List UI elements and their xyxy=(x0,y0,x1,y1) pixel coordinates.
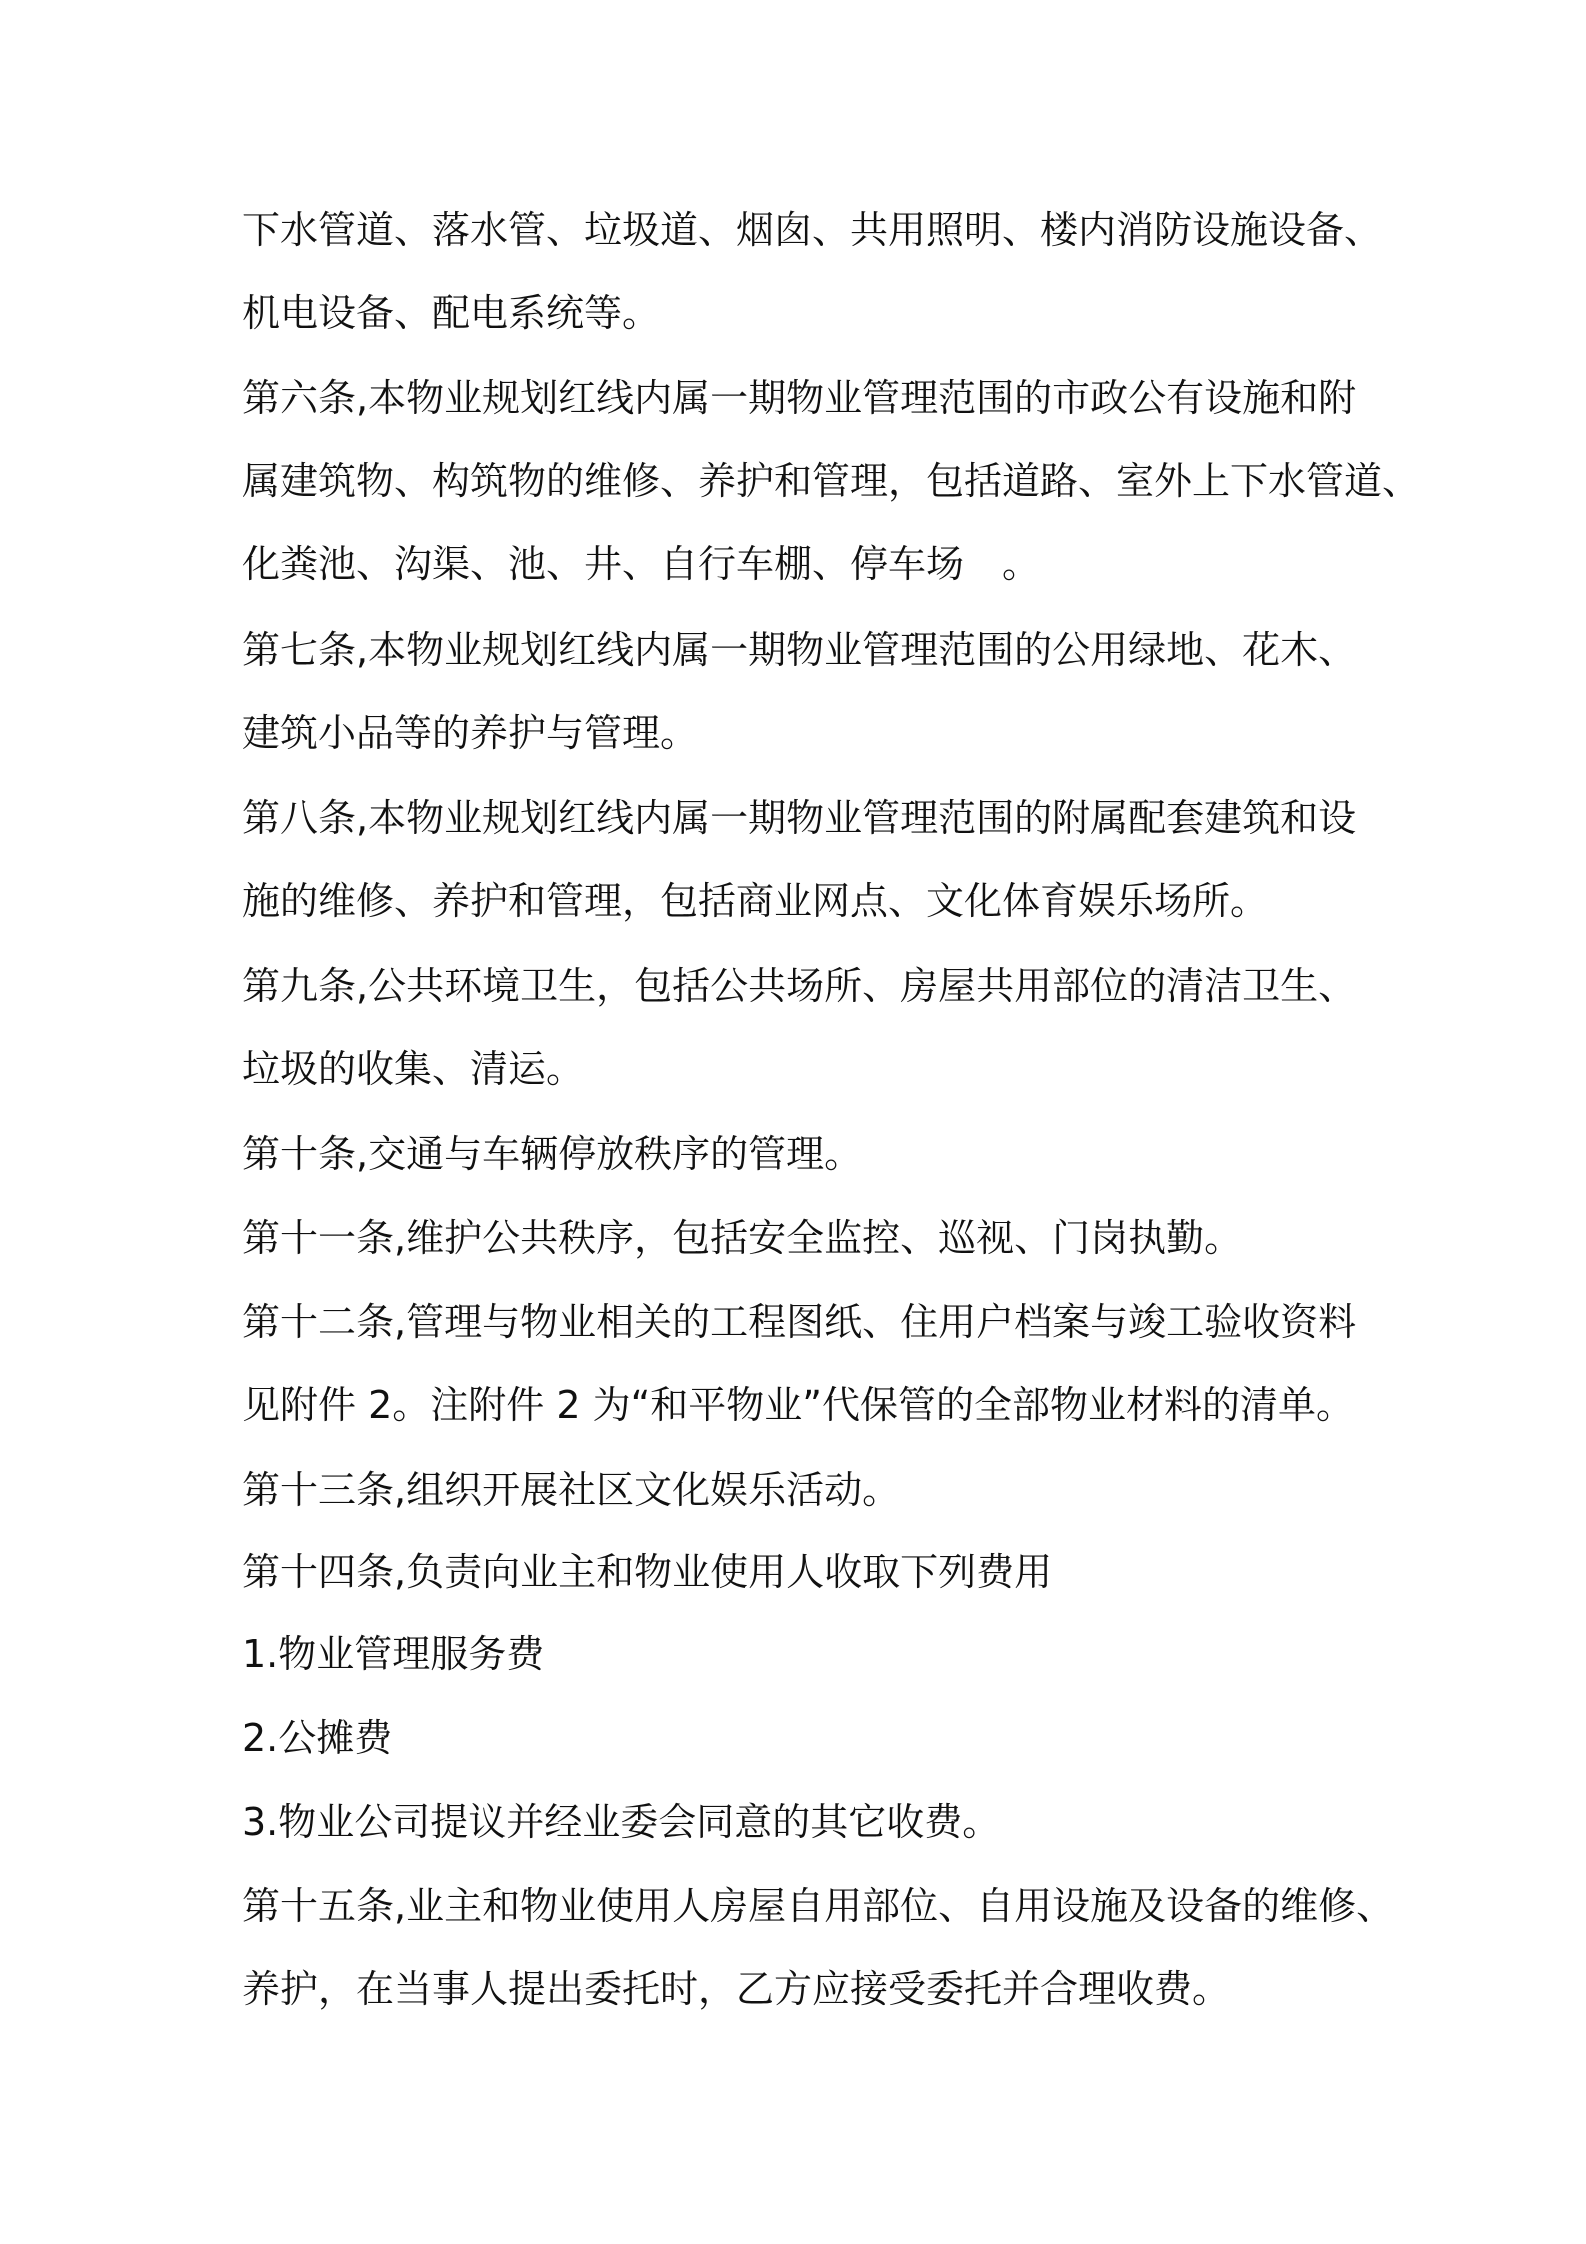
text-line: 2.公摊费 xyxy=(242,1716,393,1760)
text-line: 第十条,交通与车辆停放秩序的管理。 xyxy=(242,1132,863,1176)
text-line: 第十二条,管理与物业相关的工程图纸、住用户档案与竣工验收资料 xyxy=(242,1300,1357,1344)
text-line: 属建筑物、构筑物的维修、养护和管理，包括道路、室外上下水管道、 xyxy=(242,459,1421,503)
text-line: 建筑小品等的养护与管理。 xyxy=(242,711,699,755)
paragraph-facilities-continued xyxy=(242,189,1383,355)
text-line: 3.物业公司提议并经业委会同意的其它收费。 xyxy=(242,1800,1001,1844)
paragraph-article-9 xyxy=(242,945,1372,1111)
text-line: 第六条,本物业规划红线内属一期物业管理范围的市政公有设施和附 xyxy=(242,376,1357,420)
text-line: 见附件 2。注附件 2 为“和平物业”代保管的全部物业材料的清单。 xyxy=(242,1383,1354,1427)
text-line: 垃圾的收集、清运。 xyxy=(242,1047,585,1091)
text-line: 第九条,公共环境卫生，包括公共场所、房屋共用部位的清洁卫生、 xyxy=(242,964,1357,1008)
text-line: 第八条,本物业规划红线内属一期物业管理范围的附属配套建筑和设 xyxy=(242,796,1357,840)
text-line: 化粪池、沟渠、池、井、自行车棚、停车场 。 xyxy=(242,542,1041,586)
paragraph-article-8 xyxy=(242,777,1372,943)
paragraph-article-7 xyxy=(242,609,1372,775)
text-line: 施的维修、养护和管理，包括商业网点、文化体育娱乐场所。 xyxy=(242,879,1269,923)
text-line: 养护，在当事人提出委托时，乙方应接受委托并合理收费。 xyxy=(242,1967,1231,2011)
text-line: 机电设备、配电系统等。 xyxy=(242,291,661,335)
paragraph-article-12 xyxy=(242,1281,1372,1447)
text-line: 下水管道、落水管、垃圾道、烟囱、共用照明、楼内消防设施设备、 xyxy=(242,208,1383,252)
paragraph-article-13 xyxy=(242,1449,1372,1532)
paragraph-article-6 xyxy=(242,357,1421,606)
text-line: 第十五条,业主和物业使用人房屋自用部位、自用设施及设备的维修、 xyxy=(242,1884,1395,1928)
paragraph-article-10 xyxy=(242,1113,1372,1196)
text-line: 第七条,本物业规划红线内属一期物业管理范围的公用绿地、花木、 xyxy=(242,628,1357,672)
paragraph-article-14 xyxy=(242,1531,1372,1614)
text-line: 第十三条,组织开展社区文化娱乐活动。 xyxy=(242,1468,901,1512)
text-line: 第十一条,维护公共秩序，包括安全监控、巡视、门岗执勤。 xyxy=(242,1216,1243,1260)
paragraph-article-15 xyxy=(242,1865,1395,2031)
list-item-fee-2 xyxy=(242,1697,1372,1780)
text-line: 1.物业管理服务费 xyxy=(242,1632,545,1676)
list-item-fee-3 xyxy=(242,1781,1372,1864)
list-item-fee-1 xyxy=(242,1613,1372,1696)
text-line: 第十四条,负责向业主和物业使用人收取下列费用 xyxy=(242,1550,1053,1594)
paragraph-article-11 xyxy=(242,1197,1372,1280)
